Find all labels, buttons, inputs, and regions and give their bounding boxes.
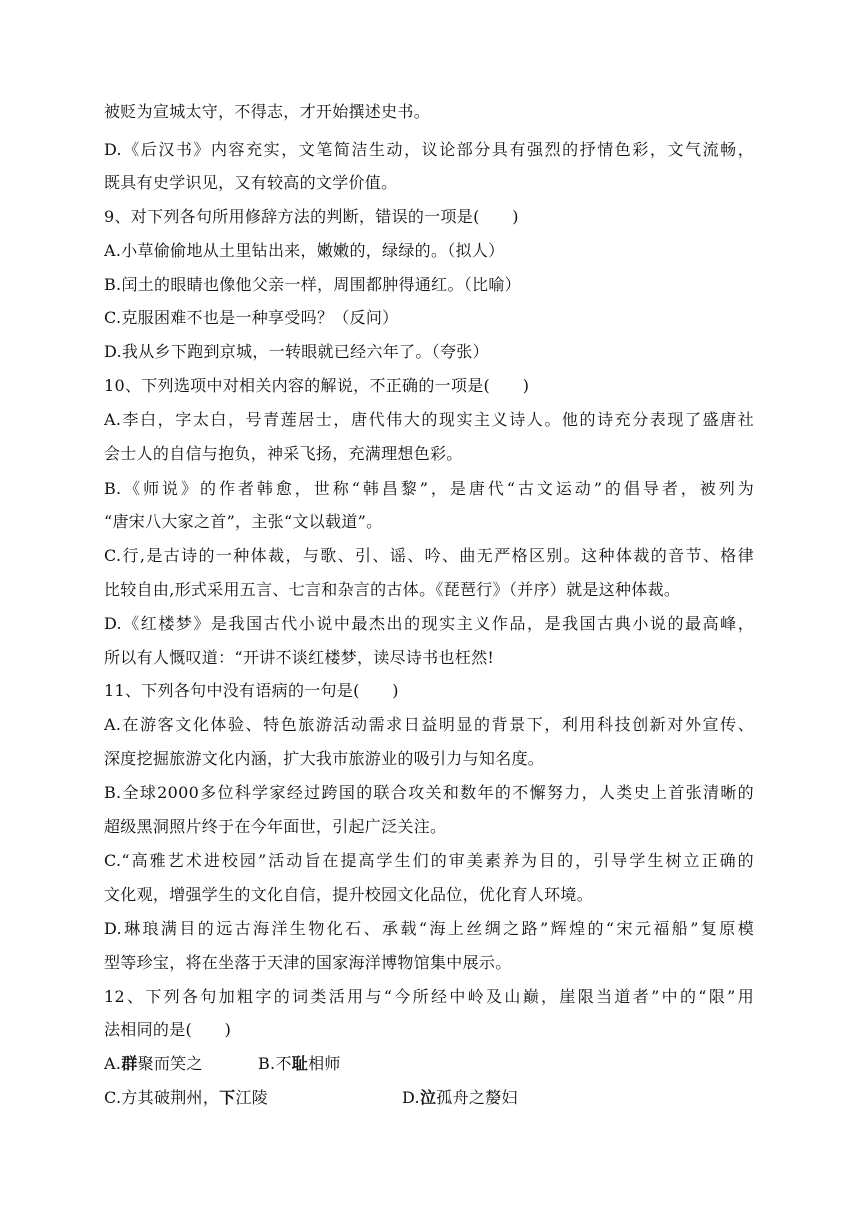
text-line: 文化观，增强学生的文化自信，提升校园文化品位，优化育人环境。 xyxy=(104,885,594,904)
question-9-option-b: B.闰土的眼睛也像他父亲一样，周围都肿得通红。（比喻） xyxy=(104,275,521,294)
text-line: 会士人的自信与抱负，神采飞扬，充满理想色彩。 xyxy=(104,444,463,463)
question-12-option-a xyxy=(104,1053,203,1075)
question-12-option-b xyxy=(258,1053,341,1075)
text-line: D.《后汉书》内容充实，文笔简洁生动，议论部分具有强烈的抒情色彩，文气流畅， xyxy=(104,140,754,159)
text-line: 深度挖掘旅游文化内涵，扩大我市旅游业的吸引力与知名度。 xyxy=(104,749,545,768)
bold-char: 耻 xyxy=(291,1054,309,1073)
option-text: 江陵 xyxy=(235,1088,269,1107)
question-10-option-b: B.《师说》的作者韩愈，世称“韩昌黎”，是唐代“古文运动”的倡导者，被列为 xyxy=(104,479,754,498)
question-12-stem: 12、下列各句加粗字的词类活用与“今所经中岭及山巅，崖限当道者”中的“限”用 xyxy=(104,987,754,1006)
question-10-option-d: D.《红楼梦》是我国古代小说中最杰出的现实主义作品，是我国古典小说的最高峰， xyxy=(104,614,754,633)
question-9-stem: 9、对下列各句所用修辞方法的判断，错误的一项是( ) xyxy=(104,207,519,226)
question-9-option-a: A.小草偷偷地从土里钻出来，嫩嫩的，绿绿的。（拟人） xyxy=(104,241,505,260)
text-line: 既具有史学识见，又有较高的文学价值。 xyxy=(104,173,398,192)
question-11-stem: 11、下列各句中没有语病的一句是( ) xyxy=(104,681,399,700)
text-line: 法相同的是( ) xyxy=(104,1020,232,1039)
text-line: 超级黑洞照片终于在今年面世，引起广泛关注。 xyxy=(104,817,447,836)
option-prefix: A. xyxy=(104,1054,122,1073)
option-text: 聚而笑之 xyxy=(137,1054,203,1073)
question-11-option-d: D.琳琅满目的远古海洋生物化石、承载“海上丝绸之路”辉煌的“宋元福船”复原模 xyxy=(104,919,754,938)
text-line: 型等珍宝，将在坐落于天津的国家海洋博物馆集中展示。 xyxy=(104,953,512,972)
text-line: 被贬为宣城太守，不得志，才开始撰述史书。 xyxy=(104,102,431,121)
question-12-option-c xyxy=(104,1087,268,1109)
option-prefix: C.方其破荆州， xyxy=(104,1088,220,1107)
question-11-option-a: A.在游客文化体验、特色旅游活动需求日益明显的背景下，利用科技创新对外宣传、 xyxy=(104,715,754,734)
question-10-stem: 10、下列选项中对相关内容的解说，不正确的一项是( ) xyxy=(104,376,530,395)
question-10-option-a: A.李白，字太白，号青莲居士，唐代伟大的现实主义诗人。他的诗充分表现了盛唐社 xyxy=(104,410,754,429)
bold-char: 下 xyxy=(219,1088,236,1107)
question-11-option-c: C.“高雅艺术进校园”活动旨在提高学生们的审美素养为目的，引导学生树立正确的 xyxy=(104,851,754,870)
question-10-option-c: C.行,是古诗的一种体裁，与歌、引、谣、吟、曲无严格区别。这种体裁的音节、格律 xyxy=(104,546,754,565)
option-prefix: D. xyxy=(402,1088,420,1107)
question-9-option-d: D.我从乡下跑到京城，一转眼就已经六年了。（夸张） xyxy=(104,342,489,361)
bold-char: 群 xyxy=(121,1054,138,1073)
bold-char: 泣 xyxy=(419,1088,437,1107)
text-line: 比较自由,形式采用五言、七言和杂言的古体。《琵琶行》（并序）就是这种体裁。 xyxy=(104,580,681,599)
text-line: 所以有人慨叹道：“开讲不谈红楼梦，读尽诗书也枉然! xyxy=(104,648,495,667)
option-text: 孤舟之嫠妇 xyxy=(436,1088,518,1107)
option-text: 相师 xyxy=(308,1054,341,1073)
option-prefix: B.不 xyxy=(258,1054,292,1073)
question-11-option-b: B.全球2000多位科学家经过跨国的联合攻关和数年的不懈努力，人类史上首张清晰的 xyxy=(104,783,754,802)
question-12-option-d xyxy=(402,1087,518,1109)
question-9-option-c: C.克服困难不也是一种享受吗？（反问） xyxy=(104,308,399,327)
text-line: “唐宋八大家之首”，主张“文以载道”。 xyxy=(104,512,383,531)
